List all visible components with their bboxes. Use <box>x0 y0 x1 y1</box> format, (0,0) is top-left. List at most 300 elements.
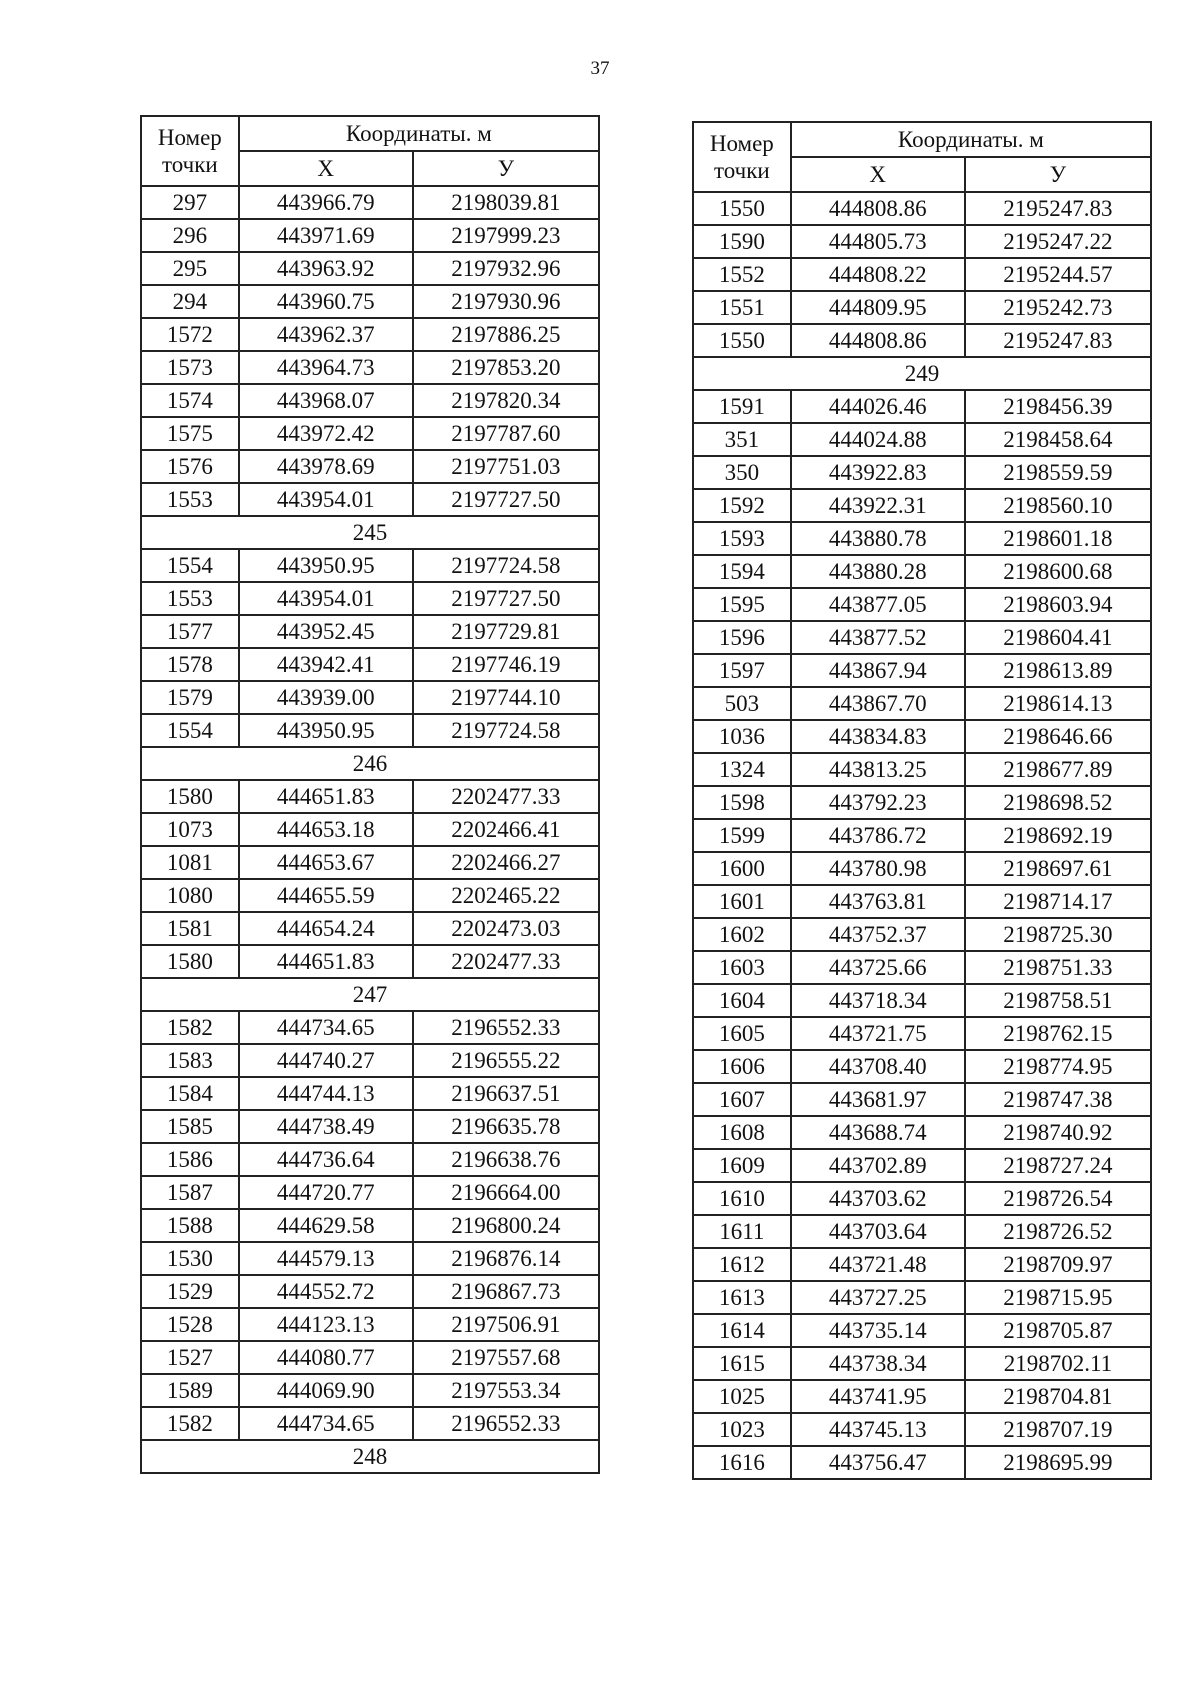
coordinates-table-right <box>692 121 1152 1480</box>
x-coordinate-cell: 444740.27 <box>239 1044 413 1077</box>
x-header: X <box>239 151 413 186</box>
x-coordinate-cell: 443834.83 <box>791 720 965 753</box>
group-label: 247 <box>141 978 599 1011</box>
y-coordinate-cell: 2195242.73 <box>965 291 1151 324</box>
y-coordinate-cell: 2202465.22 <box>413 879 599 912</box>
table-row <box>693 654 1151 687</box>
x-coordinate-cell: 443718.34 <box>791 984 965 1017</box>
x-coordinate-cell: 443703.64 <box>791 1215 965 1248</box>
y-coordinate-cell: 2195244.57 <box>965 258 1151 291</box>
group-row <box>141 516 599 549</box>
y-coordinate-cell: 2198695.99 <box>965 1446 1151 1479</box>
y-coordinate-cell: 2197853.20 <box>413 351 599 384</box>
x-coordinate-cell: 444654.24 <box>239 912 413 945</box>
y-coordinate-cell: 2198740.92 <box>965 1116 1151 1149</box>
table-row <box>141 186 599 219</box>
point-number-cell: 1554 <box>141 549 239 582</box>
table-row <box>141 615 599 648</box>
x-coordinate-cell: 444123.13 <box>239 1308 413 1341</box>
point-number-cell: 1587 <box>141 1176 239 1209</box>
point-number-cell: 1581 <box>141 912 239 945</box>
point-number-cell: 1582 <box>141 1407 239 1440</box>
table-row <box>141 1407 599 1440</box>
table-row <box>693 1050 1151 1083</box>
y-coordinate-cell: 2197724.58 <box>413 549 599 582</box>
x-coordinate-cell: 443735.14 <box>791 1314 965 1347</box>
x-coordinate-cell: 443978.69 <box>239 450 413 483</box>
y-coordinate-cell: 2197751.03 <box>413 450 599 483</box>
y-coordinate-cell: 2197746.19 <box>413 648 599 681</box>
table-row <box>141 285 599 318</box>
point-number-cell: 1601 <box>693 885 791 918</box>
y-coordinate-cell: 2196800.24 <box>413 1209 599 1242</box>
point-number-cell: 1554 <box>141 714 239 747</box>
table-row <box>693 1281 1151 1314</box>
x-coordinate-cell: 443962.37 <box>239 318 413 351</box>
table-row <box>141 582 599 615</box>
table-row <box>141 780 599 813</box>
y-coordinate-cell: 2196552.33 <box>413 1407 599 1440</box>
y-coordinate-cell: 2198458.64 <box>965 423 1151 456</box>
x-coordinate-cell: 443954.01 <box>239 483 413 516</box>
x-coordinate-cell: 444653.67 <box>239 846 413 879</box>
table-row <box>693 291 1151 324</box>
table-row <box>141 879 599 912</box>
point-number-cell: 1597 <box>693 654 791 687</box>
y-coordinate-cell: 2195247.83 <box>965 324 1151 357</box>
coordinates-header: Координаты. м <box>239 116 599 151</box>
point-number-cell: 1579 <box>141 681 239 714</box>
x-coordinate-cell: 444629.58 <box>239 1209 413 1242</box>
x-coordinate-cell: 444579.13 <box>239 1242 413 1275</box>
x-coordinate-cell: 443880.28 <box>791 555 965 588</box>
x-coordinate-cell: 443867.94 <box>791 654 965 687</box>
x-coordinate-cell: 443877.05 <box>791 588 965 621</box>
point-number-cell: 1582 <box>141 1011 239 1044</box>
y-coordinate-cell: 2198715.95 <box>965 1281 1151 1314</box>
y-coordinate-cell: 2198613.89 <box>965 654 1151 687</box>
y-coordinate-cell: 2198646.66 <box>965 720 1151 753</box>
table-row <box>141 1044 599 1077</box>
table-row <box>693 852 1151 885</box>
table-row <box>693 1149 1151 1182</box>
point-number-cell: 1594 <box>693 555 791 588</box>
point-number-cell: 1551 <box>693 291 791 324</box>
table-row <box>693 489 1151 522</box>
y-header: У <box>965 157 1151 192</box>
table-row <box>141 846 599 879</box>
x-coordinate-cell: 443960.75 <box>239 285 413 318</box>
y-coordinate-cell: 2197727.50 <box>413 483 599 516</box>
table-row <box>141 1011 599 1044</box>
table-row <box>693 819 1151 852</box>
x-coordinate-cell: 443963.92 <box>239 252 413 285</box>
point-number-cell: 1585 <box>141 1110 239 1143</box>
y-coordinate-cell: 2196664.00 <box>413 1176 599 1209</box>
y-coordinate-cell: 2198560.10 <box>965 489 1151 522</box>
y-coordinate-cell: 2198726.52 <box>965 1215 1151 1248</box>
table-row <box>693 885 1151 918</box>
x-coordinate-cell: 443745.13 <box>791 1413 965 1446</box>
y-coordinate-cell: 2196555.22 <box>413 1044 599 1077</box>
table-row <box>693 1116 1151 1149</box>
point-number-cell: 1595 <box>693 588 791 621</box>
table-row <box>141 1308 599 1341</box>
table-row <box>693 1413 1151 1446</box>
table-row <box>693 786 1151 819</box>
y-coordinate-cell: 2198603.94 <box>965 588 1151 621</box>
y-coordinate-cell: 2196867.73 <box>413 1275 599 1308</box>
point-number-cell: 1324 <box>693 753 791 786</box>
x-coordinate-cell: 443972.42 <box>239 417 413 450</box>
point-number-cell: 1590 <box>693 225 791 258</box>
y-coordinate-cell: 2202477.33 <box>413 780 599 813</box>
point-number-cell: 1583 <box>141 1044 239 1077</box>
point-number-cell: 1615 <box>693 1347 791 1380</box>
point-number-cell: 1598 <box>693 786 791 819</box>
point-number-cell: 1599 <box>693 819 791 852</box>
y-coordinate-cell: 2196638.76 <box>413 1143 599 1176</box>
x-coordinate-cell: 443971.69 <box>239 219 413 252</box>
point-number-cell: 1577 <box>141 615 239 648</box>
point-number-cell: 1609 <box>693 1149 791 1182</box>
point-number-cell: 351 <box>693 423 791 456</box>
table-row <box>141 351 599 384</box>
point-number-cell: 1550 <box>693 192 791 225</box>
point-number-cell: 1553 <box>141 582 239 615</box>
point-number-cell: 1530 <box>141 1242 239 1275</box>
table-row <box>141 318 599 351</box>
y-coordinate-cell: 2197820.34 <box>413 384 599 417</box>
table-row <box>693 1248 1151 1281</box>
x-coordinate-cell: 444653.18 <box>239 813 413 846</box>
y-coordinate-cell: 2202466.27 <box>413 846 599 879</box>
table-row <box>693 522 1151 555</box>
y-coordinate-cell: 2202477.33 <box>413 945 599 978</box>
table-row <box>141 1209 599 1242</box>
table-row <box>693 951 1151 984</box>
point-number-cell: 1589 <box>141 1374 239 1407</box>
x-coordinate-cell: 443708.40 <box>791 1050 965 1083</box>
x-coordinate-cell: 443725.66 <box>791 951 965 984</box>
x-coordinate-cell: 443966.79 <box>239 186 413 219</box>
y-coordinate-cell: 2198762.15 <box>965 1017 1151 1050</box>
y-coordinate-cell: 2195247.22 <box>965 225 1151 258</box>
y-coordinate-cell: 2198709.97 <box>965 1248 1151 1281</box>
table-row <box>693 390 1151 423</box>
y-coordinate-cell: 2198604.41 <box>965 621 1151 654</box>
table-row <box>693 1182 1151 1215</box>
point-number-cell: 1552 <box>693 258 791 291</box>
y-coordinate-cell: 2198774.95 <box>965 1050 1151 1083</box>
point-number-cell: 1576 <box>141 450 239 483</box>
x-coordinate-cell: 443950.95 <box>239 714 413 747</box>
table-row <box>141 1110 599 1143</box>
x-coordinate-cell: 443867.70 <box>791 687 965 720</box>
x-coordinate-cell: 443780.98 <box>791 852 965 885</box>
table-row <box>693 1380 1151 1413</box>
point-number-cell: 1612 <box>693 1248 791 1281</box>
point-number-cell: 503 <box>693 687 791 720</box>
page-number: 37 <box>590 58 610 79</box>
x-coordinate-cell: 443922.31 <box>791 489 965 522</box>
point-number-cell: 1025 <box>693 1380 791 1413</box>
point-number-cell: 1036 <box>693 720 791 753</box>
table-row <box>141 483 599 516</box>
x-coordinate-cell: 444808.86 <box>791 192 965 225</box>
point-number-cell: 1596 <box>693 621 791 654</box>
y-coordinate-cell: 2197932.96 <box>413 252 599 285</box>
x-coordinate-cell: 443952.45 <box>239 615 413 648</box>
group-row <box>141 1440 599 1473</box>
x-coordinate-cell: 444808.22 <box>791 258 965 291</box>
point-number-cell: 1553 <box>141 483 239 516</box>
table-row <box>693 1215 1151 1248</box>
point-number-cell: 1580 <box>141 780 239 813</box>
table-row <box>141 1176 599 1209</box>
table-row <box>141 912 599 945</box>
table-row <box>141 648 599 681</box>
table-row <box>693 324 1151 357</box>
x-coordinate-cell: 444069.90 <box>239 1374 413 1407</box>
x-coordinate-cell: 443877.52 <box>791 621 965 654</box>
y-coordinate-cell: 2198725.30 <box>965 918 1151 951</box>
x-coordinate-cell: 443738.34 <box>791 1347 965 1380</box>
point-number-cell: 1584 <box>141 1077 239 1110</box>
y-coordinate-cell: 2197557.68 <box>413 1341 599 1374</box>
y-coordinate-cell: 2196876.14 <box>413 1242 599 1275</box>
y-coordinate-cell: 2198559.59 <box>965 456 1151 489</box>
table-row <box>693 1017 1151 1050</box>
table-row <box>141 945 599 978</box>
x-coordinate-cell: 443721.48 <box>791 1248 965 1281</box>
x-coordinate-cell: 443939.00 <box>239 681 413 714</box>
x-coordinate-cell: 444655.59 <box>239 879 413 912</box>
x-coordinate-cell: 443703.62 <box>791 1182 965 1215</box>
point-number-cell: 1613 <box>693 1281 791 1314</box>
table-row <box>141 417 599 450</box>
table-row <box>693 621 1151 654</box>
x-coordinate-cell: 443727.25 <box>791 1281 965 1314</box>
x-coordinate-cell: 443702.89 <box>791 1149 965 1182</box>
group-row <box>141 747 599 780</box>
table-row <box>693 258 1151 291</box>
x-coordinate-cell: 444736.64 <box>239 1143 413 1176</box>
x-coordinate-cell: 443922.83 <box>791 456 965 489</box>
y-coordinate-cell: 2197724.58 <box>413 714 599 747</box>
table-row <box>693 588 1151 621</box>
point-number-cell: 1604 <box>693 984 791 1017</box>
x-coordinate-cell: 443968.07 <box>239 384 413 417</box>
y-coordinate-cell: 2197727.50 <box>413 582 599 615</box>
y-coordinate-cell: 2197729.81 <box>413 615 599 648</box>
table-row <box>141 1374 599 1407</box>
x-coordinate-cell: 443721.75 <box>791 1017 965 1050</box>
y-coordinate-cell: 2198727.24 <box>965 1149 1151 1182</box>
table-row <box>141 1275 599 1308</box>
x-coordinate-cell: 444024.88 <box>791 423 965 456</box>
y-coordinate-cell: 2198758.51 <box>965 984 1151 1017</box>
y-coordinate-cell: 2197999.23 <box>413 219 599 252</box>
y-coordinate-cell: 2197553.34 <box>413 1374 599 1407</box>
y-coordinate-cell: 2198614.13 <box>965 687 1151 720</box>
x-coordinate-cell: 444738.49 <box>239 1110 413 1143</box>
y-coordinate-cell: 2198702.11 <box>965 1347 1151 1380</box>
coordinates-table-left <box>140 115 600 1474</box>
point-number-cell: 1081 <box>141 846 239 879</box>
point-number-cell: 1611 <box>693 1215 791 1248</box>
table-row <box>141 219 599 252</box>
table-row <box>693 753 1151 786</box>
point-number-cell: 1607 <box>693 1083 791 1116</box>
x-coordinate-cell: 444808.86 <box>791 324 965 357</box>
point-number-cell: 1592 <box>693 489 791 522</box>
y-coordinate-cell: 2198601.18 <box>965 522 1151 555</box>
y-coordinate-cell: 2196552.33 <box>413 1011 599 1044</box>
x-coordinate-cell: 443763.81 <box>791 885 965 918</box>
y-coordinate-cell: 2198705.87 <box>965 1314 1151 1347</box>
y-coordinate-cell: 2198726.54 <box>965 1182 1151 1215</box>
point-number-cell: 1529 <box>141 1275 239 1308</box>
y-coordinate-cell: 2196637.51 <box>413 1077 599 1110</box>
point-number-cell: 1528 <box>141 1308 239 1341</box>
table-row <box>693 423 1151 456</box>
x-coordinate-cell: 444734.65 <box>239 1011 413 1044</box>
point-number-cell: 1591 <box>693 390 791 423</box>
group-label: 246 <box>141 747 599 780</box>
table-row <box>693 720 1151 753</box>
x-coordinate-cell: 443756.47 <box>791 1446 965 1479</box>
point-number-cell: 1588 <box>141 1209 239 1242</box>
point-number-cell: 296 <box>141 219 239 252</box>
x-coordinate-cell: 444744.13 <box>239 1077 413 1110</box>
table-row <box>693 1347 1151 1380</box>
table-row <box>693 1446 1151 1479</box>
point-number-cell: 1578 <box>141 648 239 681</box>
coordinates-header: Координаты. м <box>791 122 1151 157</box>
y-coordinate-cell: 2197930.96 <box>413 285 599 318</box>
x-coordinate-cell: 443964.73 <box>239 351 413 384</box>
x-coordinate-cell: 444805.73 <box>791 225 965 258</box>
x-coordinate-cell: 443741.95 <box>791 1380 965 1413</box>
x-coordinate-cell: 443880.78 <box>791 522 965 555</box>
x-coordinate-cell: 444720.77 <box>239 1176 413 1209</box>
x-coordinate-cell: 443688.74 <box>791 1116 965 1149</box>
point-number-cell: 1575 <box>141 417 239 450</box>
table-row <box>141 1341 599 1374</box>
group-label: 245 <box>141 516 599 549</box>
x-coordinate-cell: 444080.77 <box>239 1341 413 1374</box>
point-number-cell: 1605 <box>693 1017 791 1050</box>
y-coordinate-cell: 2198697.61 <box>965 852 1151 885</box>
x-coordinate-cell: 443954.01 <box>239 582 413 615</box>
y-coordinate-cell: 2198714.17 <box>965 885 1151 918</box>
point-number-cell: 297 <box>141 186 239 219</box>
table-row <box>141 252 599 285</box>
x-coordinate-cell: 443752.37 <box>791 918 965 951</box>
y-coordinate-cell: 2198039.81 <box>413 186 599 219</box>
x-coordinate-cell: 444552.72 <box>239 1275 413 1308</box>
point-number-cell: 295 <box>141 252 239 285</box>
point-number-header: Номер точки <box>141 116 239 186</box>
group-label: 248 <box>141 1440 599 1473</box>
point-number-cell: 1073 <box>141 813 239 846</box>
y-coordinate-cell: 2198692.19 <box>965 819 1151 852</box>
table-row <box>141 384 599 417</box>
table-row <box>693 687 1151 720</box>
point-number-cell: 1574 <box>141 384 239 417</box>
table-row <box>693 918 1151 951</box>
x-coordinate-cell: 443942.41 <box>239 648 413 681</box>
table-row <box>693 1083 1151 1116</box>
table-row <box>693 984 1151 1017</box>
point-number-cell: 1616 <box>693 1446 791 1479</box>
point-number-cell: 1080 <box>141 879 239 912</box>
y-coordinate-cell: 2198704.81 <box>965 1380 1151 1413</box>
y-coordinate-cell: 2198747.38 <box>965 1083 1151 1116</box>
x-coordinate-cell: 444809.95 <box>791 291 965 324</box>
point-number-cell: 1527 <box>141 1341 239 1374</box>
table-row <box>141 1077 599 1110</box>
group-label: 249 <box>693 357 1151 390</box>
x-coordinate-cell: 443950.95 <box>239 549 413 582</box>
table-row <box>141 549 599 582</box>
table-row <box>141 1143 599 1176</box>
y-coordinate-cell: 2197886.25 <box>413 318 599 351</box>
point-number-cell: 1550 <box>693 324 791 357</box>
table-row <box>693 555 1151 588</box>
table-row <box>141 681 599 714</box>
table-row <box>141 714 599 747</box>
table-row <box>141 450 599 483</box>
point-number-cell: 1023 <box>693 1413 791 1446</box>
point-number-cell: 1572 <box>141 318 239 351</box>
group-row <box>141 978 599 1011</box>
point-number-cell: 1593 <box>693 522 791 555</box>
y-coordinate-cell: 2198751.33 <box>965 951 1151 984</box>
x-coordinate-cell: 443786.72 <box>791 819 965 852</box>
point-number-cell: 1614 <box>693 1314 791 1347</box>
table-row <box>693 192 1151 225</box>
y-coordinate-cell: 2197506.91 <box>413 1308 599 1341</box>
x-coordinate-cell: 443681.97 <box>791 1083 965 1116</box>
y-coordinate-cell: 2197787.60 <box>413 417 599 450</box>
x-coordinate-cell: 443792.23 <box>791 786 965 819</box>
point-number-header: Номер точки <box>693 122 791 192</box>
point-number-cell: 1600 <box>693 852 791 885</box>
y-coordinate-cell: 2198698.52 <box>965 786 1151 819</box>
point-number-cell: 1573 <box>141 351 239 384</box>
x-coordinate-cell: 444734.65 <box>239 1407 413 1440</box>
point-number-cell: 1602 <box>693 918 791 951</box>
table-row <box>141 1242 599 1275</box>
table-row <box>693 456 1151 489</box>
y-coordinate-cell: 2202466.41 <box>413 813 599 846</box>
group-row <box>693 357 1151 390</box>
y-coordinate-cell: 2198456.39 <box>965 390 1151 423</box>
point-number-cell: 1586 <box>141 1143 239 1176</box>
point-number-cell: 1603 <box>693 951 791 984</box>
y-coordinate-cell: 2196635.78 <box>413 1110 599 1143</box>
y-coordinate-cell: 2198677.89 <box>965 753 1151 786</box>
point-number-cell: 294 <box>141 285 239 318</box>
x-coordinate-cell: 444651.83 <box>239 945 413 978</box>
y-coordinate-cell: 2198707.19 <box>965 1413 1151 1446</box>
y-coordinate-cell: 2198600.68 <box>965 555 1151 588</box>
point-number-cell: 1580 <box>141 945 239 978</box>
table-row <box>693 1314 1151 1347</box>
y-header: У <box>413 151 599 186</box>
